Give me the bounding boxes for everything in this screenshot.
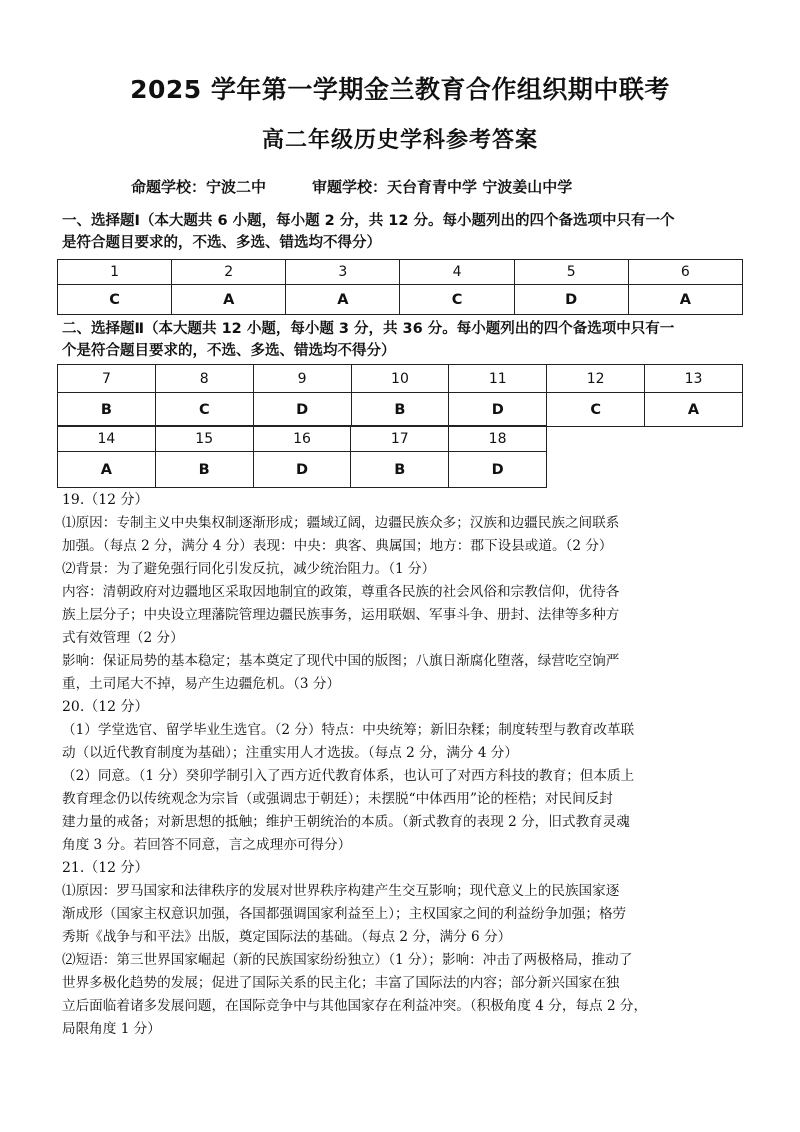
answer-cell: D (253, 452, 351, 488)
answer-line: 建力量的戒备；对新思想的抵触；维护王朝统治的本质。（新式教育的表现 2 分，旧式教育灵魂 (62, 814, 630, 830)
answer-line: 世界多极化趋势的发展；促进了国际关系的民主化；丰富了国际法的内容；部分新兴国家在独 (62, 975, 620, 991)
table-row (58, 452, 547, 488)
answer-table-2a (57, 364, 743, 427)
section1-line: 一、选择题Ⅰ（本大题共 6 小题，每小题 2 分，共 12 分。每小题列出的四个备选项中只有一个 (62, 213, 675, 229)
table-row (58, 285, 743, 315)
answer-cell: B (351, 393, 449, 427)
answer-line: 教育理念仍以传统观念为宗旨（或强调忠于朝廷）；未摆脱“中体西用”论的桎梏；对民间反封 (62, 791, 613, 807)
question-number: 8 (155, 365, 253, 393)
answer-line: 动（以近代教育制度为基础）；注重实用人才选拔。（每点 2 分，满分 4 分） (62, 745, 518, 761)
question-number: 4 (400, 260, 514, 285)
answer-cell: B (351, 452, 449, 488)
answer-table-2b (57, 425, 547, 488)
answer-line: 立后面临着诸多发展问题，在国际竞争中与其他国家存在利益冲突。（积极角度 4 分，每点 2 分， (62, 998, 648, 1014)
question-number: 16 (253, 426, 351, 452)
answer-line: ⑵短语：第三世界国家崛起（新的民族国家纷纷独立）（1 分）；影响：冲击了两极格局，推动了 (62, 952, 633, 968)
answer-cell: A (645, 393, 743, 427)
question-number: 12 (547, 365, 645, 393)
answer-line: （2）同意。（1 分）癸卯学制引入了西方近代教育体系，也认可了对西方科技的教育；但本质上 (62, 768, 635, 784)
answer-cell: A (58, 452, 156, 488)
question-number: 6 (628, 260, 742, 285)
table-row (58, 426, 547, 452)
section1-line: 是符合题目要求的，不选、多选、错选均不得分） (62, 235, 381, 251)
answer-cell: C (155, 393, 253, 427)
question-number: 7 (58, 365, 156, 393)
answer-line: 渐成形（国家主权意识加强，各国都强调国家利益至上）；主权国家之间的利益纷争加强；格劳 (62, 906, 627, 922)
answer-cell: C (58, 285, 172, 315)
question-number: 5 (514, 260, 628, 285)
answer-cell: A (286, 285, 400, 315)
section1-heading (62, 210, 752, 254)
school-info (131, 176, 572, 197)
question-number: 9 (253, 365, 351, 393)
table-row (58, 393, 743, 427)
answer-cell: B (155, 452, 253, 488)
answer-line: 重，土司尾大不掉，易产生边疆危机。（3 分） (62, 676, 341, 692)
answer-cell: D (514, 285, 628, 315)
answer-cell: D (449, 452, 547, 488)
question-number: 17 (351, 426, 449, 452)
answer-cell: A (172, 285, 286, 315)
question-number: 13 (645, 365, 743, 393)
answer-cell: B (58, 393, 156, 427)
question-number: 2 (172, 260, 286, 285)
question-20 (62, 696, 752, 857)
question-number: 3 (286, 260, 400, 285)
answer-line: 加强。（每点 2 分，满分 4 分）表现：中央：典客、典属国；地方：郡下设县或道。（2 分） (62, 538, 613, 554)
answer-cell: D (253, 393, 351, 427)
section2-line: 个是符合题目要求的，不选、多选、错选均不得分） (62, 343, 396, 359)
question-21 (62, 857, 752, 1041)
question-number: 11 (449, 365, 547, 393)
answer-cell: C (400, 285, 514, 315)
question-number: 15 (155, 426, 253, 452)
question-heading: 20.（12 分） (62, 699, 149, 715)
section2-line: 二、选择题Ⅱ（本大题共 12 小题，每小题 3 分，共 36 分。每小题列出的四个备选项中只有一 (62, 321, 675, 337)
answer-line: 影响：保证局势的基本稳定；基本奠定了现代中国的版图；八旗日渐腐化堕落，绿营吃空饷严 (62, 653, 620, 669)
question-number: 18 (449, 426, 547, 452)
reviewer-school: 审题学校：天台育青中学 宁波姜山中学 (312, 178, 573, 196)
question-heading: 21.（12 分） (62, 860, 149, 876)
answer-line: 式有效管理（2 分） (62, 630, 184, 646)
answer-line: ⑴原因：罗马国家和法律秩序的发展对世界秩序构建产生交互影响；现代意义上的民族国家逐 (62, 883, 620, 899)
answer-line: 秀斯《战争与和平法》出版，奠定国际法的基础。（每点 2 分，满分 6 分） (62, 929, 512, 945)
answer-line: 族上层分子；中央设立理藩院管理边疆民族事务，运用联姻、军事斗争、册封、法律等多种方 (62, 607, 620, 623)
answer-table-1 (57, 259, 743, 315)
exam-subtitle: 高二年级历史学科参考答案 (261, 128, 538, 153)
question-number: 1 (58, 260, 172, 285)
question-heading: 19.（12 分） (62, 492, 149, 508)
table-row (58, 260, 743, 285)
section2-heading (62, 318, 752, 362)
question-number: 10 (351, 365, 449, 393)
answer-line: 局限角度 1 分） (62, 1021, 161, 1037)
table-row (58, 365, 743, 393)
answer-line: （1）学堂选官、留学毕业生选官。（2 分）特点：中央统筹；新旧杂糅；制度转型与教育改革联 (62, 722, 635, 738)
answer-line: 角度 3 分。若回答不同意，言之成理亦可得分） (62, 837, 352, 853)
exam-title: 2025 学年第一学期金兰教育合作组织期中联考 (130, 75, 670, 104)
answer-line: 内容：清朝政府对边疆地区采取因地制宜的政策，尊重各民族的社会风俗和宗教信仰，优待各 (62, 584, 620, 600)
question-number: 14 (58, 426, 156, 452)
answer-cell: C (547, 393, 645, 427)
answer-cell: D (449, 393, 547, 427)
answer-line: ⑴原因：专制主义中央集权制逐渐形成；疆域辽阔，边疆民族众多；汉族和边疆民族之间联系 (62, 515, 620, 531)
setter-school: 命题学校：宁波二中 (131, 178, 267, 196)
question-19 (62, 489, 752, 696)
answer-cell: A (628, 285, 742, 315)
answer-line: ⑵背景：为了避免强行同化引发反抗，减少统治阻力。（1 分） (62, 561, 436, 577)
